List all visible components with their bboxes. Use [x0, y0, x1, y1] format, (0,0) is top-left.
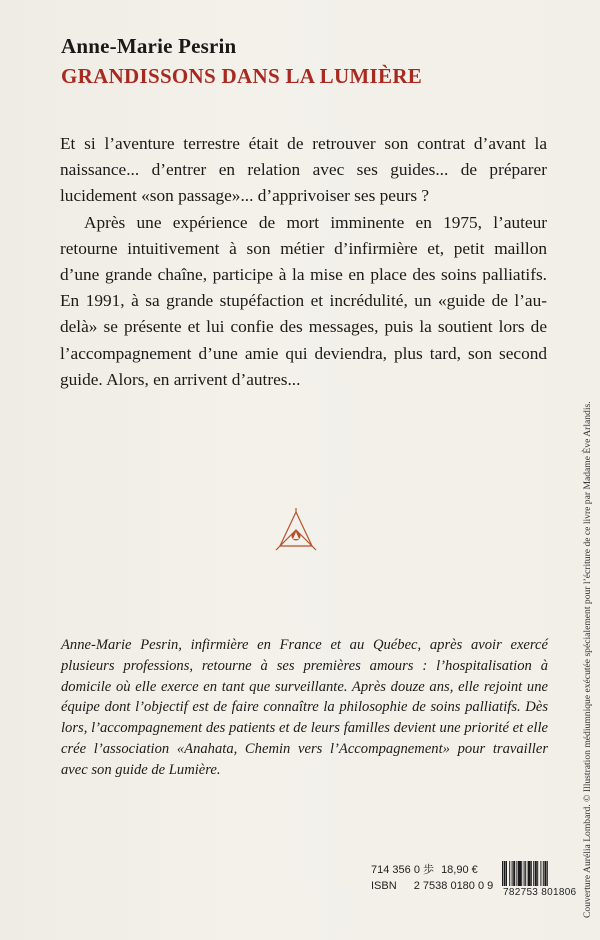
price-block	[371, 862, 493, 894]
isbn-value: 2 7538 0180 0 9	[413, 880, 494, 892]
author-name: Anne-Marie Pesrin	[61, 34, 237, 58]
blurb-paragraph-2: Après une expérience de mort imminente en 1975, l’auteur retourne intuitivement à son métier d’infirmière et, petit maillon d’une grande chaîne, participe à la mise en place des soins palliatifs. En 1991, à sa grande stupéfaction et incrédulité, un «guide de l’au-delà» se présente et lui confie des messages, puis la soutient lors de l’accompagnement d’une amie qui deviendra, plus tard, son second guide. Alors, en arrivent d’autres...	[60, 212, 547, 389]
blurb-paragraph-1: Et si l’aventure terrestre était de retrouver son contrat d’avant la naissance... d’entrer en relation avec ses guides... de préparer lucidement «son passage»... d’apprivoiser ses peurs ?	[60, 134, 547, 206]
book-title: GRANDISSONS DANS LA LUMIÈRE	[61, 64, 423, 88]
price: 18,90 €	[441, 864, 478, 876]
cover-credit: Couverture Aurélia Lombard. © Illustration médiumnique exécutée spécialement pour l’écriture de ce livre par Madame Ève Arlandis.	[582, 401, 593, 918]
triangle-star-emblem-icon	[272, 506, 320, 556]
barcode	[502, 861, 565, 886]
isbn-label: ISBN	[371, 880, 397, 892]
price-line	[371, 862, 493, 878]
blurb	[60, 131, 547, 393]
barcode-number: 782753 801806	[503, 887, 577, 898]
price-symbol: 歩	[423, 864, 434, 876]
author-bio: Anne-Marie Pesrin, infirmière en France et au Québec, après avoir exercé plusieurs professions, retourne à ses premières amours : l’hospitalisation à domicile où elle exerce en tant que surveillante. Après douze ans, elle rejoint une équipe dont l’objectif est de faire connaître la philosophie de soins palliatifs. Dès lors, l’accompagnement des patients et de leurs familles devient une priorité et elle crée l’association «Anahata, Chemin vers l’Accompagnement» pour travailler avec son guide de Lumière.	[61, 637, 548, 778]
product-code: 714 356 0	[371, 864, 420, 876]
isbn-line	[371, 878, 493, 894]
